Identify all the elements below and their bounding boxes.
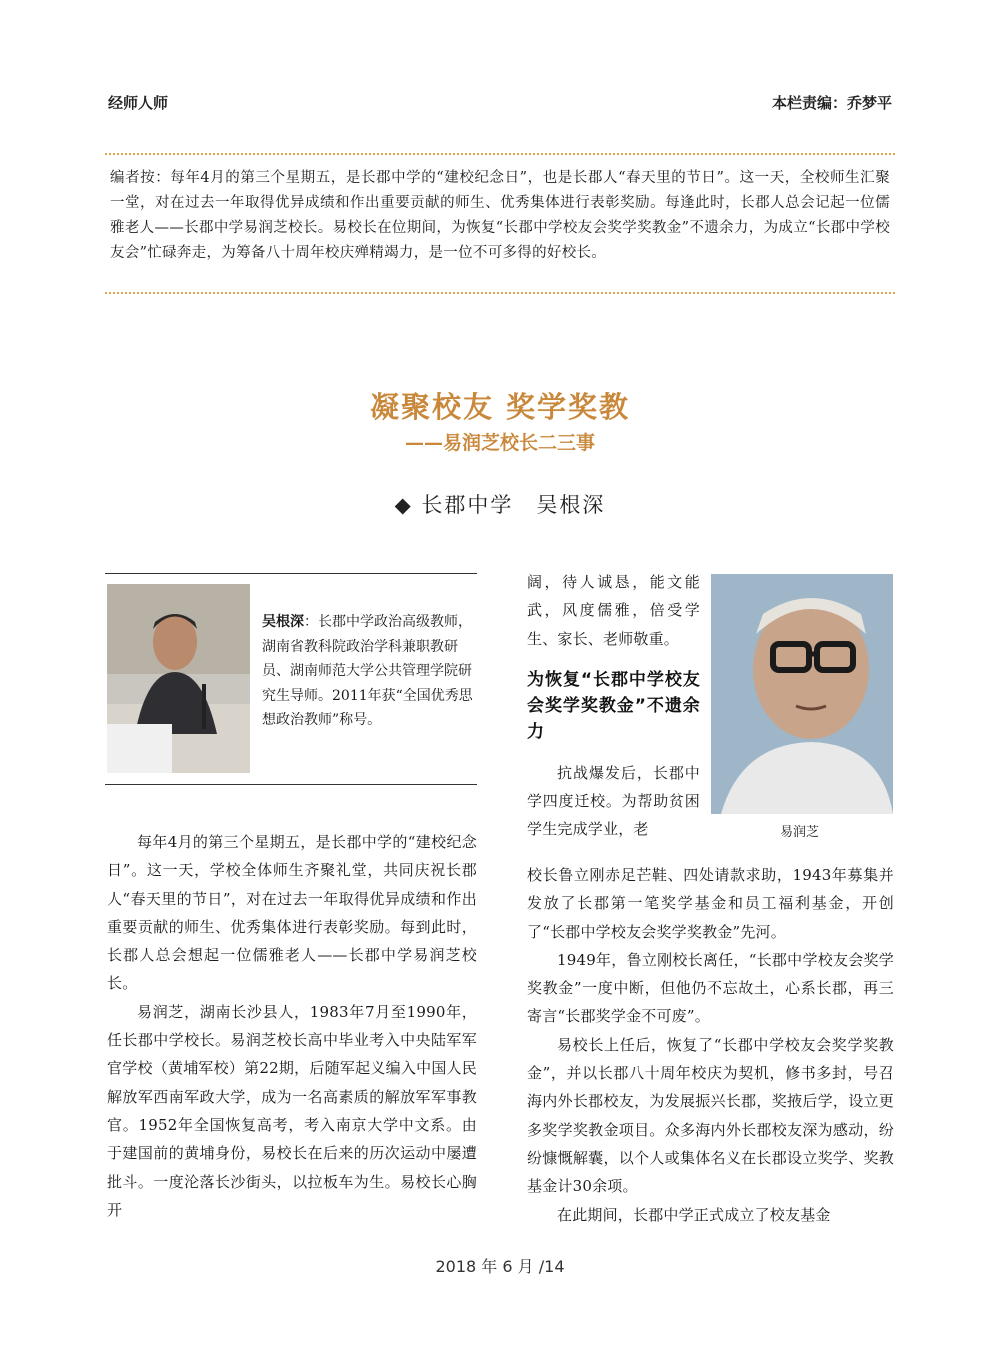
right-column-wide bbox=[527, 861, 894, 1229]
divider-top bbox=[105, 153, 895, 155]
paragraph-continuation: 阔，待人诚恳，能文能武，风度儒雅，倍受学生、家长、老师敬重。 bbox=[527, 573, 700, 648]
diamond-icon: ◆ bbox=[394, 493, 413, 517]
section-heading: 为恢复“长郡中学校友会奖学奖教金”不遗余力 bbox=[527, 669, 700, 742]
bio-text: ：长郡中学政治高级教师，湖南省教科院政治学科兼职教研员、湖南师范大学公共管理学院研究生导师。2011年获“全国优秀思想政治教师”称号。 bbox=[262, 614, 473, 728]
paragraph-continuation: 校长鲁立刚赤足芒鞋、四处请款求助，1943年募集并发放了长郡第一笔奖学基金和员工福利基金，开创了“长郡中学校友会奖学奖教金”先河。 bbox=[527, 866, 894, 941]
page-footer: 2018 年 6 月 /14 bbox=[435, 1257, 565, 1276]
article-subtitle: ——易润芝校长二三事 bbox=[404, 432, 595, 454]
editor-note: 编者按：每年4月的第三个星期五，是长郡中学的“建校纪念日”，也是长郡人“春天里的节日”。这一天，全校师生汇聚一堂，对在过去一年取得优异成绩和作出重要贡献的师生、优秀集体进行表彰奖励。每逢此时，长郡人总会记起一位儒雅老人——长郡中学易润芝校长。易校长在位期间，为恢复“长郡中学校友会奖学奖教金”不遗余力，为成立“长郡中学校友会”忙碌奔走，为筹备八十周年校庆殚精竭力，是一位不可多得的好校长。 bbox=[110, 170, 890, 261]
portrait-caption: 易润芝 bbox=[780, 825, 820, 840]
paragraph: 每年4月的第三个星期五，是长郡中学的“建校纪念日”。这一天，学校全体师生齐聚礼堂，共同庆祝长郡人“春天里的节日”，对在过去一年取得优异成绩和作出重要贡献的师生、优秀集体进行表彰奖励。每到此时，长郡人总会想起一位儒雅老人——长郡中学易润芝校长。 bbox=[107, 833, 477, 993]
author-name: 长郡中学 吴根深 bbox=[421, 493, 606, 517]
column-editor: 本栏责编：乔梦平 bbox=[771, 94, 892, 112]
divider-bottom bbox=[105, 292, 895, 294]
bio-name: 吴根深 bbox=[262, 614, 304, 630]
paragraph: 易校长上任后，恢复了“长郡中学校友会奖学奖教金”，并以长郡八十周年校庆为契机，修书多封，号召海内外长郡校友，为发展振兴长郡，奖掖后学，设立更多奖学奖教金项目。众多海内外长郡校友深为感动，纷纷慷慨解囊，以个人或集体名义在长郡设立奖学、奖教基金计30余项。 bbox=[527, 1035, 894, 1196]
column-name: 经师人师 bbox=[108, 94, 169, 112]
author-photo bbox=[107, 584, 250, 773]
article-byline bbox=[0, 489, 1000, 519]
paragraph: 1949年，鲁立刚校长离任，“长郡中学校友会奖学奖教金”一度中断，但他仍不忘故土，心系长郡，再三寄言“长郡奖学金不可废”。 bbox=[527, 950, 894, 1026]
article-title: 凝聚校友 奖学奖教 bbox=[369, 390, 631, 424]
paragraph: 在此期间，长郡中学正式成立了校友基金 bbox=[557, 1205, 831, 1224]
author-bio bbox=[262, 610, 482, 733]
portrait-photo bbox=[711, 574, 893, 814]
right-column-narrow bbox=[527, 568, 700, 844]
bio-bottom-rule bbox=[105, 784, 477, 785]
bio-top-rule bbox=[105, 573, 477, 574]
left-column bbox=[107, 828, 477, 1224]
paragraph: 易润芝，湖南长沙县人，1983年7月至1990年，任长郡中学校长。易润芝校长高中毕业考入中央陆军军官学校（黄埔军校）第22期，后随军起义编入中国人民解放军西南军政大学，成为一名高素质的解放军军事教官。1952年全国恢复高考，考入南京大学中文系。由于建国前的黄埔身份，易校长在后来的历次运动中屡遭批斗。一度沦落长沙街头，以拉板车为生。易校长心胸开 bbox=[107, 1002, 477, 1219]
paragraph: 抗战爆发后，长郡中学四度迁校。为帮助贫困学生完成学业，老 bbox=[527, 763, 700, 839]
